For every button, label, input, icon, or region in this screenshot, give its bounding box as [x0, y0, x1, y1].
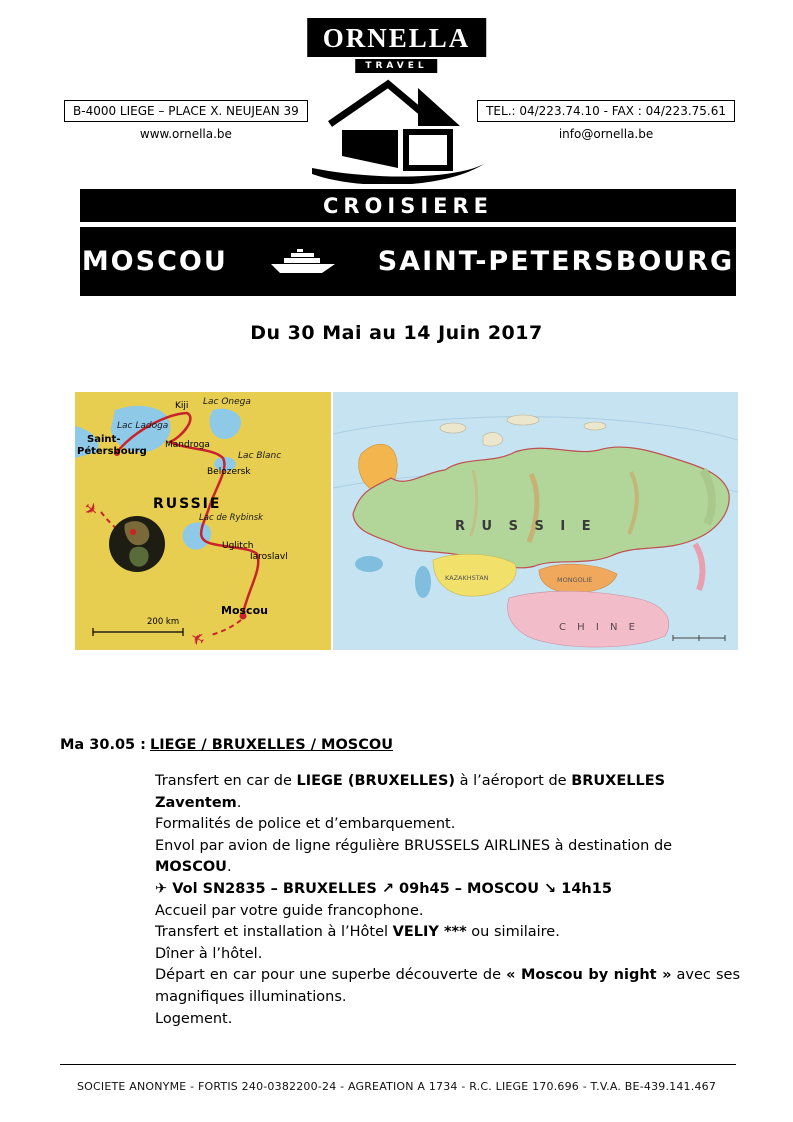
label-lac-rybinsk: Lac de Rybinsk — [199, 513, 264, 523]
label-russie-large: R U S S I E — [455, 519, 597, 534]
label-saint-petersbourg: Saint- — [87, 434, 121, 445]
route-banner — [80, 227, 736, 296]
itinerary-line: Dîner à l’hôtel. — [155, 945, 263, 962]
label-kiji: Kiji — [175, 401, 189, 411]
plane-icon: ✈ — [187, 625, 210, 650]
footer-legal-text: SOCIETE ANONYME - FORTIS 240-0382200-24 - AGREATION A 1734 - R.C. LIEGE 170.696 - T.V.A. BE-439.141.467 — [76, 1080, 717, 1093]
contact-phone-block — [477, 100, 735, 141]
footer-divider — [60, 1064, 736, 1065]
label-iaroslavl: Iaroslavl — [250, 552, 288, 562]
itinerary-line: Logement. — [155, 1010, 233, 1027]
day-label: Ma 30.05 : — [60, 737, 146, 753]
label-uglitch: Uglitch — [222, 541, 254, 551]
croisiere-label: CROISIERE — [322, 193, 494, 218]
label-saint-petersbourg: Pétersbourg — [77, 446, 147, 457]
itinerary-line: Accueil par votre guide francophone. — [155, 902, 424, 919]
russia-overview-map — [333, 392, 738, 650]
website-link: www.ornella.be — [139, 127, 232, 141]
label-mandroga: Mandroga — [165, 440, 210, 450]
route-to-label: SAINT-PETERSBOURG — [377, 246, 735, 277]
label-moscou: Moscou — [221, 604, 268, 617]
itinerary-line: Envol par avion de ligne régulière BRUSSELS AIRLINES à destination de MOSCOU. — [155, 837, 673, 876]
plane-icon: ✈ — [78, 497, 103, 523]
label-lac-onega: Lac Onega — [203, 397, 251, 407]
itinerary-body — [155, 771, 740, 1030]
map-scale-label: 200 km — [147, 617, 180, 627]
contact-address-block — [64, 100, 308, 141]
logo-title: ORNELLA — [307, 18, 487, 57]
cruise-route-map — [75, 392, 331, 650]
phone-fax: TEL.: 04/223.74.10 - FAX : 04/223.75.61 — [477, 100, 735, 122]
label-chine: C H I N E — [559, 622, 639, 633]
cruise-ship-icon — [270, 249, 336, 275]
label-kazakhstan: KAZAKHSTAN — [445, 574, 489, 582]
globe-icon — [109, 516, 165, 572]
label-lac-blanc: Lac Blanc — [238, 451, 282, 461]
label-russie: RUSSIE — [153, 496, 222, 512]
itinerary-line: Transfert en car de LIEGE (BRUXELLES) à l’aéroport de BRUXELLES Zaventem. — [155, 773, 666, 811]
ornella-logo-graphic-icon — [302, 72, 492, 188]
label-mongolie: MONGOLIE — [557, 576, 593, 584]
address: B-4000 LIEGE – PLACE X. NEUJEAN 39 — [64, 100, 308, 122]
day-title: LIEGE / BRUXELLES / MOSCOU — [150, 737, 393, 753]
label-belozersk: Belozersk — [207, 467, 251, 477]
logo — [307, 18, 487, 73]
label-lac-ladoga: Lac Ladoga — [117, 421, 169, 431]
itinerary-line: ✈ Vol SN2835 – BRUXELLES ↗ 09h45 – MOSCOU ↘ 14h15 — [155, 880, 612, 897]
croisiere-banner — [80, 189, 736, 222]
route-from-label: MOSCOU — [81, 246, 228, 277]
itinerary-line: Départ en car pour une superbe découverte de « Moscou by night » avec ses magnifiques illuminations. — [155, 967, 740, 1005]
logo-subtitle: TRAVEL — [355, 59, 437, 73]
itinerary-line: Formalités de police et d’embarquement. — [155, 816, 456, 833]
itinerary-line: Transfert et installation à l’Hôtel VELIY *** ou similaire. — [155, 924, 560, 941]
email-link: info@ornella.be — [558, 127, 654, 141]
maps-row — [75, 392, 738, 650]
trip-dates-title: Du 30 Mai au 14 Juin 2017 — [250, 322, 543, 344]
